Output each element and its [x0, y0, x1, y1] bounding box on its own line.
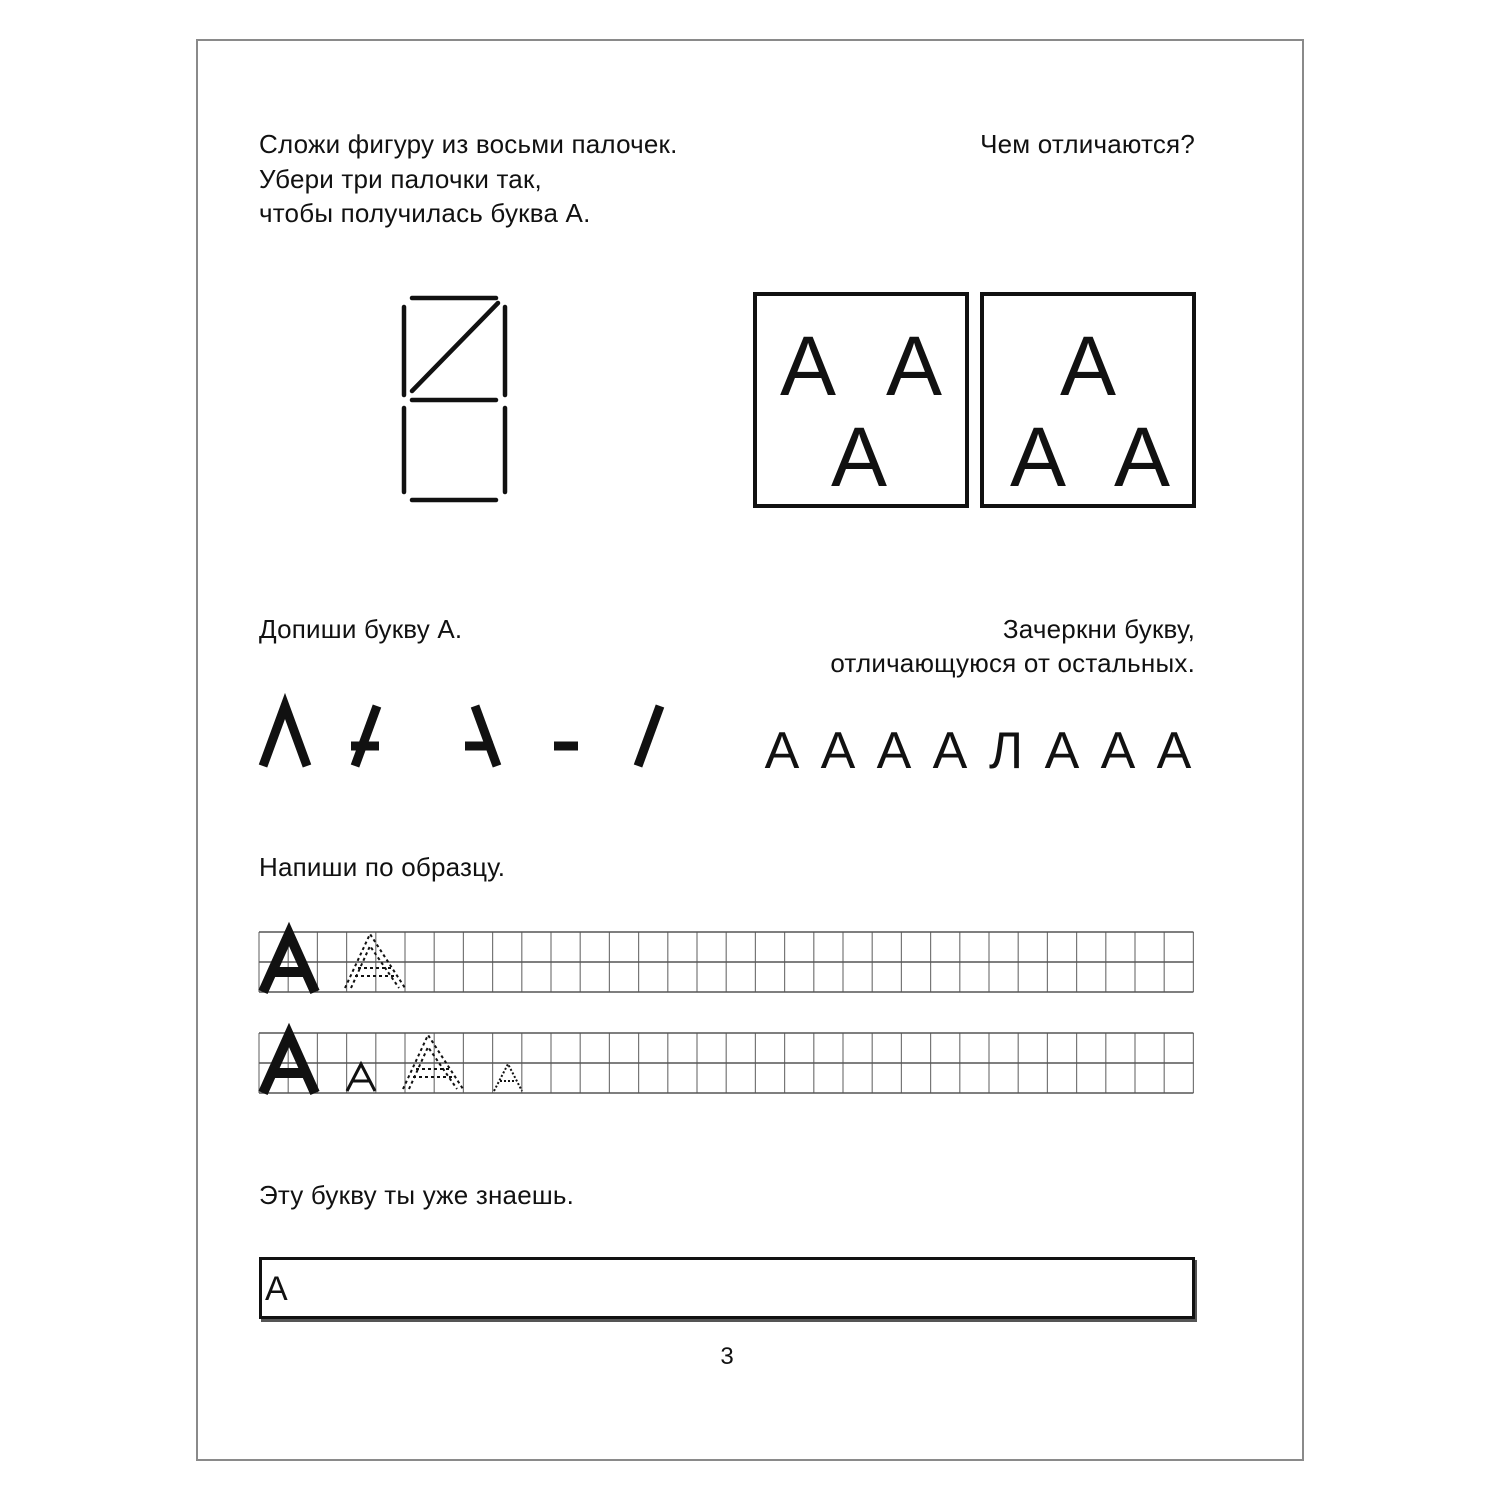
right-square-letter-2: А — [1009, 410, 1067, 504]
cross-out-line-2: отличающуюся от остальных. — [830, 648, 1195, 678]
sample-letter-bold — [263, 934, 315, 992]
sticks-instruction-line-1: Сложи фигуру из восьми палочек. — [259, 129, 678, 159]
sample-letter-bold — [263, 1035, 315, 1093]
differences-title: Чем отличаются? — [980, 129, 1195, 159]
cross-out-letters — [760, 722, 1200, 790]
sample-letters-row-2 — [258, 1029, 538, 1099]
right-square-letter-1: А — [1059, 319, 1117, 413]
complete-letter-title: Допиши букву А. — [259, 614, 463, 644]
page-number: 3 — [720, 1343, 734, 1370]
left-square-letter-2: А — [885, 319, 943, 413]
sticks-instruction-line-2: Убери три палочки так, — [259, 164, 542, 194]
cross-out-line-1: Зачеркни букву, — [1002, 614, 1195, 644]
stick-figure — [390, 285, 530, 515]
known-letters-title: Эту букву ты уже знаешь. — [259, 1180, 575, 1210]
stick-diagonal — [412, 303, 498, 391]
cross-out-letter: А — [820, 722, 856, 780]
sample-letter-dotted — [403, 1035, 463, 1089]
cross-out-letter: А — [1100, 722, 1136, 780]
partial-letter-3 — [465, 706, 497, 766]
sample-letter-small-dotted — [494, 1064, 522, 1091]
cross-out-letter: А — [1156, 722, 1192, 780]
cross-out-letter: А — [876, 722, 912, 780]
right-square-letter-3: А — [1113, 410, 1171, 504]
partial-letter-1 — [263, 706, 307, 766]
cross-out-letter: А — [764, 722, 800, 780]
known-letters-box — [259, 1257, 1195, 1319]
sticks-instruction-line-3: чтобы получилась буква А. — [259, 198, 591, 228]
left-square-letter-1: А — [779, 319, 837, 413]
sample-letter-small — [347, 1064, 375, 1091]
known-letter: А — [265, 1270, 288, 1308]
cross-out-letter: А — [1044, 722, 1080, 780]
sample-letter-dotted — [345, 934, 405, 988]
cross-out-letter: А — [932, 722, 968, 780]
partial-letters — [255, 700, 695, 780]
copy-sample-title: Напиши по образцу. — [259, 852, 506, 882]
left-square-letter-3: А — [830, 410, 888, 504]
partial-letter-5 — [638, 706, 660, 766]
partial-letter-2 — [351, 706, 379, 766]
sample-letters-row-1 — [258, 928, 418, 998]
cross-out-letter-odd: Л — [988, 722, 1024, 780]
